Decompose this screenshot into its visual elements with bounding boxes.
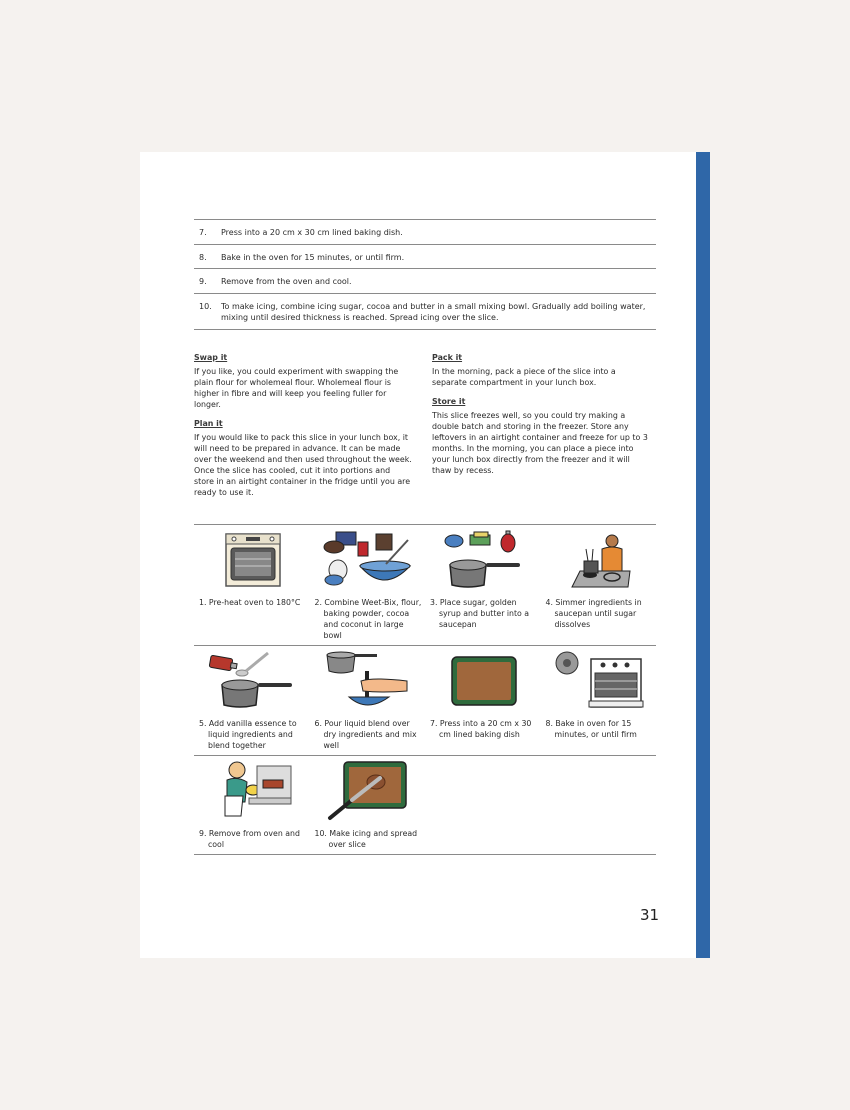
baking-dish-icon [429,650,539,712]
tips-right-column [432,352,650,484]
visual-steps-row [194,645,656,755]
spread-icing-icon [314,760,424,822]
visual-steps-row [194,755,656,855]
step-text: Bake in the oven for 15 minutes, or until firm. [221,252,405,262]
store-it-heading: Store it [432,397,466,406]
step-number: 9. [199,277,207,286]
step-text: Press into a 20 cm x 30 cm lined baking dish. [221,228,403,237]
step-text: To make icing, combine icing sugar, cocoa and butter in a small mixing bowl. Gradually add boiling water, mixing until desired thickness is reached. Spread icing over the slice. [221,301,646,322]
pour-mix-icon [314,650,424,712]
method-step [194,219,656,244]
empty-cell [541,756,657,854]
visual-step [541,646,657,755]
step-number: 10. [199,301,212,311]
pack-it-body: In the morning, pack a piece of the slice into a separate compartment in your lunch box. [432,367,616,387]
visual-step [194,756,310,854]
document-page [140,152,696,958]
step-caption: 2. Combine Weet-Bix, flour, baking powder, cocoa and coconut in large bowl [314,598,422,640]
visual-step [425,646,541,755]
step-caption: 4. Simmer ingredients in saucepan until sugar dissolves [545,598,642,629]
method-steps [194,219,656,330]
pack-it-heading: Pack it [432,353,463,362]
step-caption: 1. Pre-heat oven to 180°C [199,598,301,607]
timer-oven-icon [545,650,655,712]
vanilla-saucepan-icon [198,650,308,712]
page-number: 31 [640,906,660,924]
oven-icon [198,529,308,591]
step-caption: 8. Bake in oven for 15 minutes, or until firm [545,719,637,739]
visual-step [310,646,426,755]
method-step [194,244,656,269]
saucepan-ingredients-icon [429,529,539,591]
mixing-bowl-icon [314,529,424,591]
stove-simmer-icon [545,529,655,591]
swap-it-heading: Swap it [194,353,228,362]
visual-steps-grid [194,524,656,855]
store-it-body: This slice freezes well, so you could try making a double batch and storing in the freezer. Store any leftovers in an airtight container and freeze for up to 3 months. In the morning, you can place a piece into your lunch box directly from the freezer and it will thaw by recess. [432,411,648,475]
visual-step [425,525,541,645]
step-caption: 6. Pour liquid blend over dry ingredients and mix well [314,719,417,750]
visual-step [541,525,657,645]
step-caption: 7. Press into a 20 cm x 30 cm lined baking dish [430,719,532,739]
method-step [194,268,656,293]
empty-cell [425,756,541,854]
page-edge-stripe [696,152,710,958]
step-text: Remove from the oven and cool. [221,277,352,286]
visual-step [194,646,310,755]
visual-step [310,756,426,854]
tips-left-column [194,352,412,506]
plan-it-heading: Plan it [194,419,223,428]
remove-from-oven-icon [198,760,308,822]
method-step [194,293,656,330]
step-caption: 3. Place sugar, golden syrup and butter into a saucepan [430,598,530,629]
plan-it-body: If you would like to pack this slice in your lunch box, it will need to be prepared in advance. It can be made over the weekend and then used throughout the week. Once the slice has cooled, cut it into portions and store in an airtight container in the fridge until you are ready to use it. [194,433,412,497]
step-caption: 5. Add vanilla essence to liquid ingredients and blend together [199,719,297,750]
step-caption: 9. Remove from oven and cool [199,829,300,849]
visual-steps-row [194,524,656,645]
visual-step [310,525,426,645]
step-number: 8. [199,252,207,262]
swap-it-body: If you like, you could experiment with swapping the plain flour for wholemeal flour. Wholemeal flour is higher in fibre and will keep you feeling fuller for longer. [194,367,399,409]
step-caption: 10. Make icing and spread over slice [314,829,418,849]
step-number: 7. [199,228,207,237]
visual-step [194,525,310,645]
